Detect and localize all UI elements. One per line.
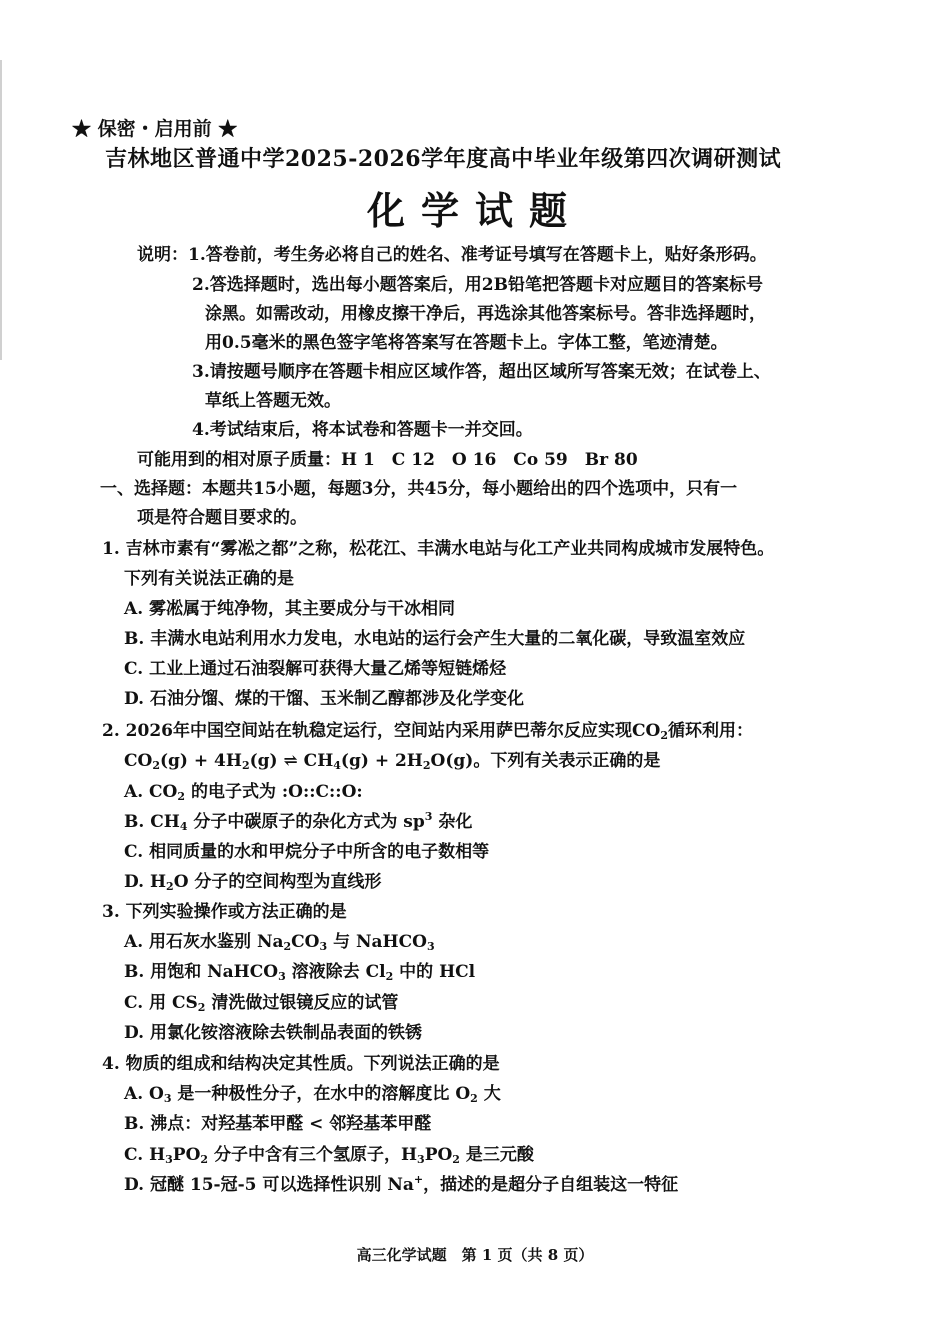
q1-option-a: A. 雾凇属于纯净物，其主要成分与干冰相同 bbox=[124, 599, 456, 619]
section-heading: 一、选择题：本题共15小题，每题3分，共45分，每小题给出的四个选项中，只有一 bbox=[100, 479, 738, 499]
q3-option-c: C. 用 $CS_2$ 清洗做过银镜反应的试管 bbox=[124, 993, 399, 1014]
q2-stem: 2. 2026年中国空间站在轨稳定运行，空间站内采用萨巴蒂尔反应实现$CO_2$循环利用： bbox=[102, 721, 753, 742]
atomic-masses: 可能用到的相对原子质量：H 1 C 12 O 16 Co 59 Br 80 bbox=[137, 450, 638, 470]
q4-option-c: C. $H_3PO_2$ 分子中含有三个氢原子，$H_3PO_2$ 是三元酸 bbox=[124, 1145, 534, 1166]
q4-option-b: B. 沸点：对羟基苯甲醛 < 邻羟基苯甲醛 bbox=[124, 1114, 432, 1134]
confidential-label: ★ 保密・启用前 ★ bbox=[72, 118, 238, 140]
subject-title: 化学试题 bbox=[366, 188, 583, 233]
section-heading-cont: 项是符合题目要求的。 bbox=[137, 508, 307, 528]
q2-equation: $CO_2(g) + 4H_2(g)$ ⇌ $CH_4(g) + 2H_2O(g)$。下列有关表示正确的是 bbox=[124, 751, 661, 772]
q1-stem-cont: 下列有关说法正确的是 bbox=[124, 569, 294, 589]
instruction-2-cont-1: 涂黑。如需改动，用橡皮擦干净后，再选涂其他答案标号。答非选择题时， bbox=[205, 304, 766, 324]
instruction-1: 说明：1.答卷前，考生务必将自己的姓名、准考证号填写在答题卡上，贴好条形码。 bbox=[137, 245, 767, 265]
exam-title: 吉林地区普通中学2025-2026学年度高中毕业年级第四次调研测试 bbox=[105, 146, 782, 172]
instruction-2-cont-2: 用0.5毫米的黑色签字笔将答案写在答题卡上。字体工整，笔迹清楚。 bbox=[205, 333, 728, 353]
q1-option-d: D. 石油分馏、煤的干馏、玉米制乙醇都涉及化学变化 bbox=[124, 689, 524, 709]
q2-option-d: D. $H_2O$ 分子的空间构型为直线形 bbox=[124, 872, 382, 893]
page-footer: 高三化学试题 第 1 页（共 8 页） bbox=[356, 1246, 594, 1264]
instruction-4: 4.考试结束后，将本试卷和答题卡一并交回。 bbox=[192, 420, 533, 440]
instruction-3-cont: 草纸上答题无效。 bbox=[205, 391, 341, 411]
q1-option-c: C. 工业上通过石油裂解可获得大量乙烯等短链烯烃 bbox=[124, 659, 507, 679]
q4-option-d: D. 冠醚 15-冠-5 可以选择性识别 Na+，描述的是超分子自组装这一特征 bbox=[124, 1173, 679, 1195]
q3-option-a: A. 用石灰水鉴别 $Na_2CO_3$ 与 NaHCO$_3$ bbox=[124, 932, 435, 953]
instruction-2: 2.答选择题时，选出每小题答案后，用2B铅笔把答题卡对应题目的答案标号 bbox=[192, 275, 763, 295]
q2-option-a: A. $CO_2$ 的电子式为 :O::C::O: bbox=[124, 782, 363, 803]
q2-option-c: C. 相同质量的水和甲烷分子中所含的电子数相等 bbox=[124, 842, 490, 862]
q3-option-b: B. 用饱和 NaHCO$_3$ 溶液除去 $Cl_2$ 中的 HCl bbox=[124, 962, 476, 983]
q1-option-b: B. 丰满水电站利用水力发电，水电站的运行会产生大量的二氧化碳，导致温室效应 bbox=[124, 629, 746, 649]
q3-option-d: D. 用氯化铵溶液除去铁制品表面的铁锈 bbox=[124, 1023, 422, 1043]
q2-option-b: B. $CH_4$ 分子中碳原子的杂化方式为 $sp^3$ 杂化 bbox=[124, 810, 473, 833]
q4-option-a: A. $O_3$ 是一种极性分子，在水中的溶解度比 $O_2$ 大 bbox=[124, 1084, 501, 1105]
instruction-3: 3.请按题号顺序在答题卡相应区域作答，超出区域所写答案无效；在试卷上、 bbox=[192, 362, 771, 382]
q4-stem: 4. 物质的组成和结构决定其性质。下列说法正确的是 bbox=[102, 1054, 500, 1074]
q3-stem: 3. 下列实验操作或方法正确的是 bbox=[102, 902, 347, 922]
q1-stem: 1. 吉林市素有“雾凇之都”之称，松花江、丰满水电站与化工产业共同构成城市发展特色。 bbox=[102, 539, 775, 559]
